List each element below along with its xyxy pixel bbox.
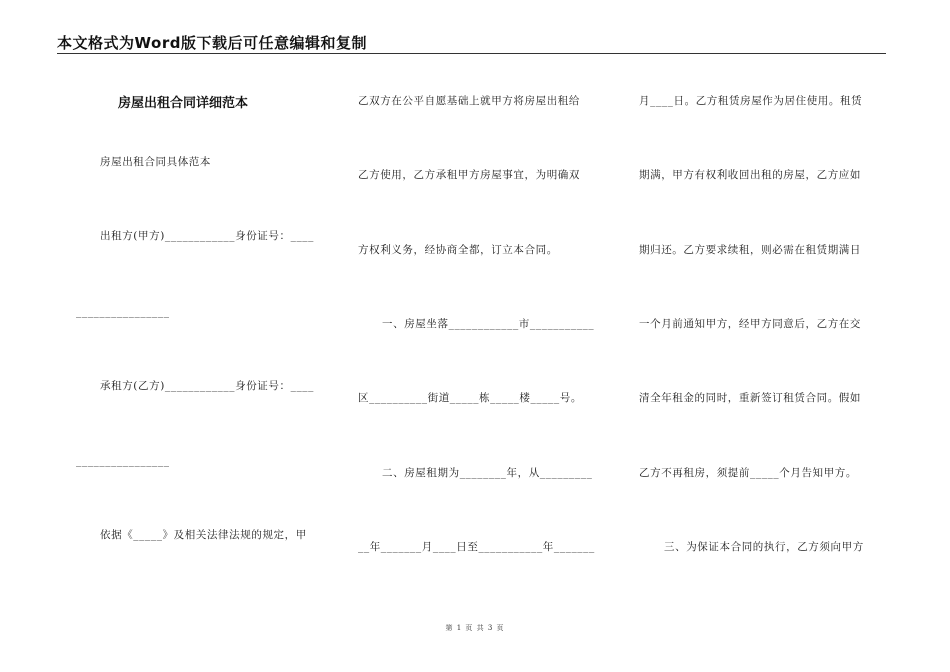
col1-line-3: ________________ [76, 306, 170, 318]
document-title: 房屋出租合同详细范本 [118, 96, 249, 111]
col3-line-3: 期归还。乙方要求续租，则必需在租赁期满日 [639, 244, 861, 256]
col2-line-1: 乙双方在公平自愿基础上就甲方将房屋出租给 [358, 95, 580, 107]
col3-line-6: 乙方不再租房，须提前_____个月告知甲方。 [639, 467, 857, 479]
col1-line-1: 房屋出租合同具体范本 [100, 156, 211, 168]
header-divider [57, 53, 886, 54]
col1-line-4: 承租方(乙方)____________身份证号：____ [100, 380, 314, 392]
col3-line-7: 三、为保证本合同的执行，乙方须向甲方 [664, 541, 864, 553]
col3-line-1: 月____日。乙方租赁房屋作为居住使用。租赁 [639, 95, 863, 107]
col2-line-7: __年_______月____日至___________年_______ [358, 541, 595, 553]
col3-line-5: 清全年租金的同时，重新签订租赁合同。假如 [639, 392, 861, 404]
col2-line-6: 二、房屋租期为________年，从_________ [382, 467, 593, 479]
page-header-title: 本文格式为Word版下载后可任意编辑和复制 [57, 34, 367, 52]
col2-line-4: 一、房屋坐落____________市___________ [382, 318, 595, 330]
col1-line-6: 依据《_____》及相关法律法规的规定，甲 [100, 529, 307, 541]
col1-line-2: 出租方(甲方)____________身份证号：____ [100, 230, 314, 242]
col3-line-4: 一个月前通知甲方，经甲方同意后，乙方在交 [639, 318, 861, 330]
col2-line-3: 方权利义务，经协商全都，订立本合同。 [358, 244, 558, 256]
col1-line-5: ________________ [76, 455, 170, 467]
col3-line-2: 期满，甲方有权利收回出租的房屋，乙方应如 [639, 169, 861, 181]
page-number: 第 1 页 共 3 页 [445, 624, 505, 632]
col2-line-5: 区__________街道_____栋_____楼_____号。 [358, 392, 582, 404]
col2-line-2: 乙方使用，乙方承租甲方房屋事宜，为明确双 [358, 169, 580, 181]
